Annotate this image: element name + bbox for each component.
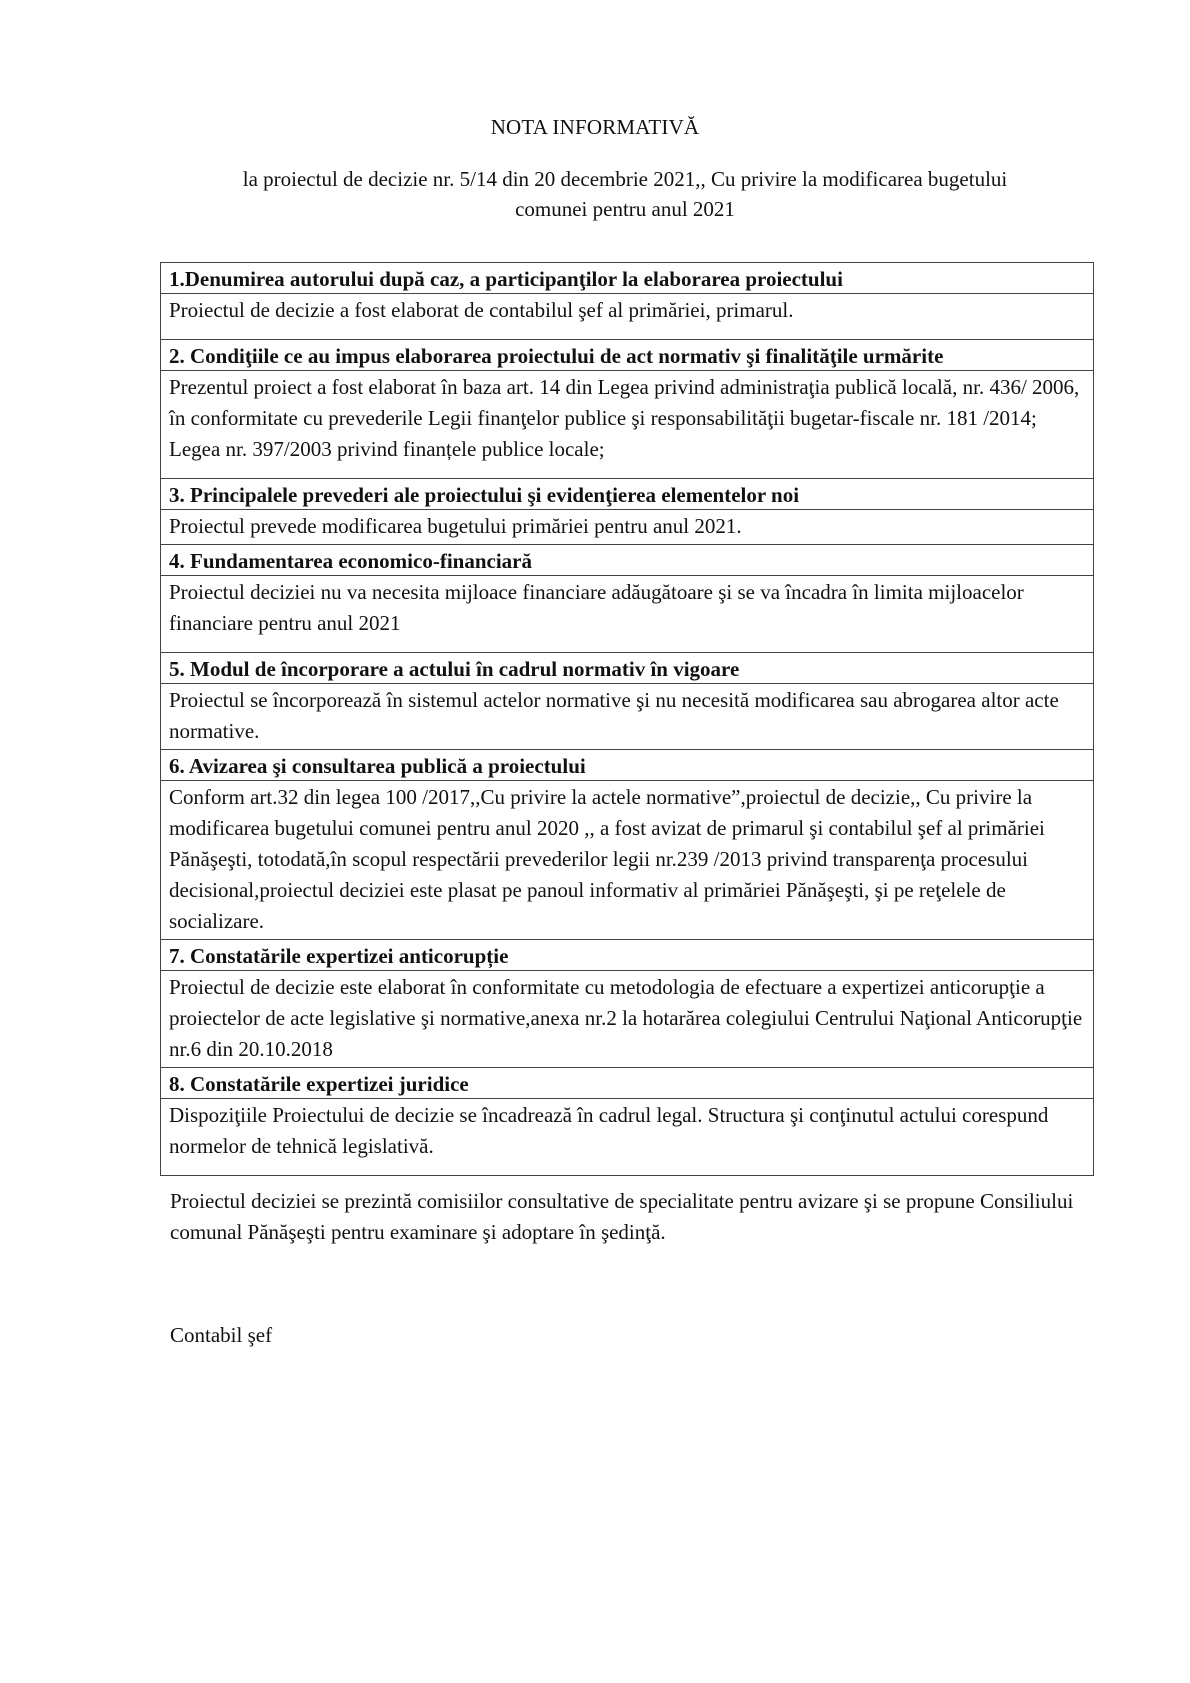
section-6-heading: 6. Avizarea şi consultarea publică a proiectului bbox=[161, 750, 1093, 781]
closing-paragraph: Proiectul deciziei se prezintă comisiilor consultative de specialitate pentru avizare şi se propune Consiliului comunal Pănăşeşti pentru examinare şi adoptare în şedinţă. bbox=[170, 1189, 1074, 1244]
section-1-body: Proiectul de decizie a fost elaborat de contabilul şef al primăriei, primarul. bbox=[161, 294, 1093, 340]
section-2-heading: 2. Condiţiile ce au impus elaborarea proiectului de act normativ şi finalităţile urmărite bbox=[161, 340, 1093, 371]
information-table bbox=[160, 262, 1094, 1176]
section-4-heading: 4. Fundamentarea economico-financiară bbox=[161, 545, 1093, 576]
section-7-heading: 7. Constatările expertizei anticorupție bbox=[161, 940, 1093, 971]
signature-label: Contabil şef bbox=[170, 1323, 273, 1347]
section-3-body: Proiectul prevede modificarea bugetului primăriei pentru anul 2021. bbox=[161, 510, 1093, 545]
document-title: NOTA INFORMATIVĂ bbox=[490, 115, 700, 139]
section-7-body: Proiectul de decizie este elaborat în conformitate cu metodologia de efectuare a expertizei anticorupţie a proiectelor de acte legislative şi normative,anexa nr.2 la hotarărea colegiului Centrului Naţional Anticorupţie nr.6 din 20.10.2018 bbox=[161, 971, 1093, 1068]
section-8-heading: 8. Constatările expertizei juridice bbox=[161, 1068, 1093, 1099]
section-5-heading: 5. Modul de încorporare a actului în cadrul normativ în vigoare bbox=[161, 653, 1093, 684]
subtitle-line-1: la proiectul de decizie nr. 5/14 din 20 decembrie 2021,, Cu privire la modificarea bugetului bbox=[242, 167, 1008, 191]
section-3-heading: 3. Principalele prevederi ale proiectului şi evidenţierea elementelor noi bbox=[161, 479, 1093, 510]
section-4-body: Proiectul deciziei nu va necesita mijloace financiare adăugătoare şi se va încadra în limita mijloacelor financiare pentru anul 2021 bbox=[161, 576, 1093, 653]
section-5-body: Proiectul se încorporează în sistemul actelor normative şi nu necesită modificarea sau abrogarea altor acte normative. bbox=[161, 684, 1093, 750]
section-8-body: Dispoziţiile Proiectului de decizie se încadrează în cadrul legal. Structura şi conţinutul actului corespund normelor de tehnică legislativă. bbox=[169, 1103, 1049, 1158]
section-6-body: Conform art.32 din legea 100 /2017,,Cu privire la actele normative”,proiectul de decizie,, Cu privire la modificarea bugetului comunei pentru anul 2020 ,, a fost avizat de primarul şi contabilul şef al primăriei Pănăşeşti, totodată,în scopul respectării prevederilor legii nr.239 /2013 privind transparenţa procesului decisional,proiectul deciziei este plasat pe panoul informativ al primăriei Pănăşeşti, şi pe reţelele de socializare. bbox=[161, 781, 1093, 940]
subtitle-line-2: comunei pentru anul 2021 bbox=[515, 197, 735, 221]
section-1-heading: 1.Denumirea autorului după caz, a participanţilor la elaborarea proiectului bbox=[161, 263, 1093, 294]
document-subtitle bbox=[160, 164, 1090, 224]
section-2-body: Prezentul proiect a fost elaborat în baza art. 14 din Legea privind administraţia publică locală, nr. 436/ 2006, în conformitate cu prevederile Legii finanţelor publice şi responsabilităţii bugetar-fiscale nr. 181 /2014; Legea nr. 397/2003 privind finanțele publice locale; bbox=[161, 371, 1093, 479]
